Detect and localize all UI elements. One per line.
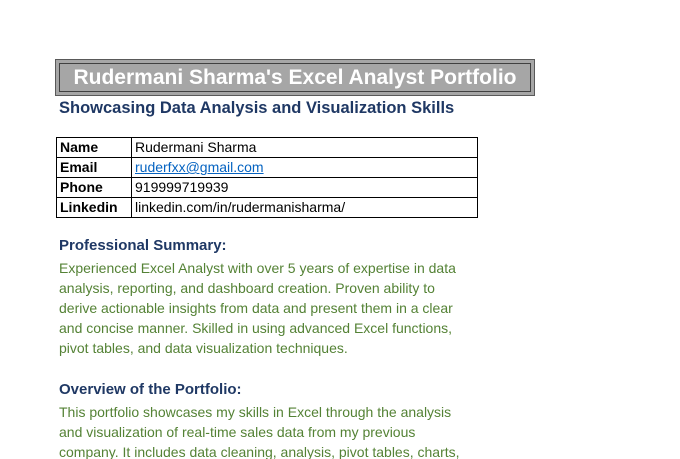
contact-email-label[interactable]: Email	[57, 158, 132, 178]
overview-line: and visualization of real-time sales data from my previous	[59, 424, 416, 440]
contact-name-label[interactable]: Name	[57, 138, 132, 158]
contact-linkedin-value[interactable]: linkedin.com/in/rudermanisharma/	[132, 198, 478, 218]
contact-email-cell[interactable]	[132, 158, 478, 178]
table-row	[57, 198, 478, 218]
summary-line: and concise manner. Skilled in using advanced Excel functions,	[59, 320, 453, 336]
table-row	[57, 138, 478, 158]
contact-phone-value[interactable]: 919999719939	[132, 178, 478, 198]
portfolio-subtitle: Showcasing Data Analysis and Visualization Skills	[59, 99, 455, 117]
table-row	[57, 158, 478, 178]
contact-linkedin-label[interactable]: Linkedin	[57, 198, 132, 218]
professional-summary-text	[59, 258, 479, 358]
contact-table	[56, 137, 478, 218]
summary-line: pivot tables, and data visualization techniques.	[59, 340, 348, 356]
overview-line: This portfolio showcases my skills in Excel through the analysis	[59, 404, 452, 420]
table-row	[57, 178, 478, 198]
portfolio-overview-heading: Overview of the Portfolio:	[59, 381, 242, 398]
portfolio-title: Rudermani Sharma's Excel Analyst Portfolio	[55, 59, 535, 96]
summary-line: derive actionable insights from data and present them in a clear	[59, 300, 453, 316]
email-link[interactable]: ruderfxx@gmail.com	[135, 159, 264, 175]
summary-line: analysis, reporting, and dashboard creation. Proven ability to	[59, 280, 435, 296]
professional-summary-heading: Professional Summary:	[59, 237, 227, 254]
portfolio-overview-text	[59, 402, 479, 459]
overview-line: company. It includes data cleaning, analysis, pivot tables, charts,	[59, 444, 460, 459]
summary-line: Experienced Excel Analyst with over 5 years of expertise in data	[59, 260, 456, 276]
contact-phone-label[interactable]: Phone	[57, 178, 132, 198]
contact-name-value[interactable]: Rudermani Sharma	[132, 138, 478, 158]
